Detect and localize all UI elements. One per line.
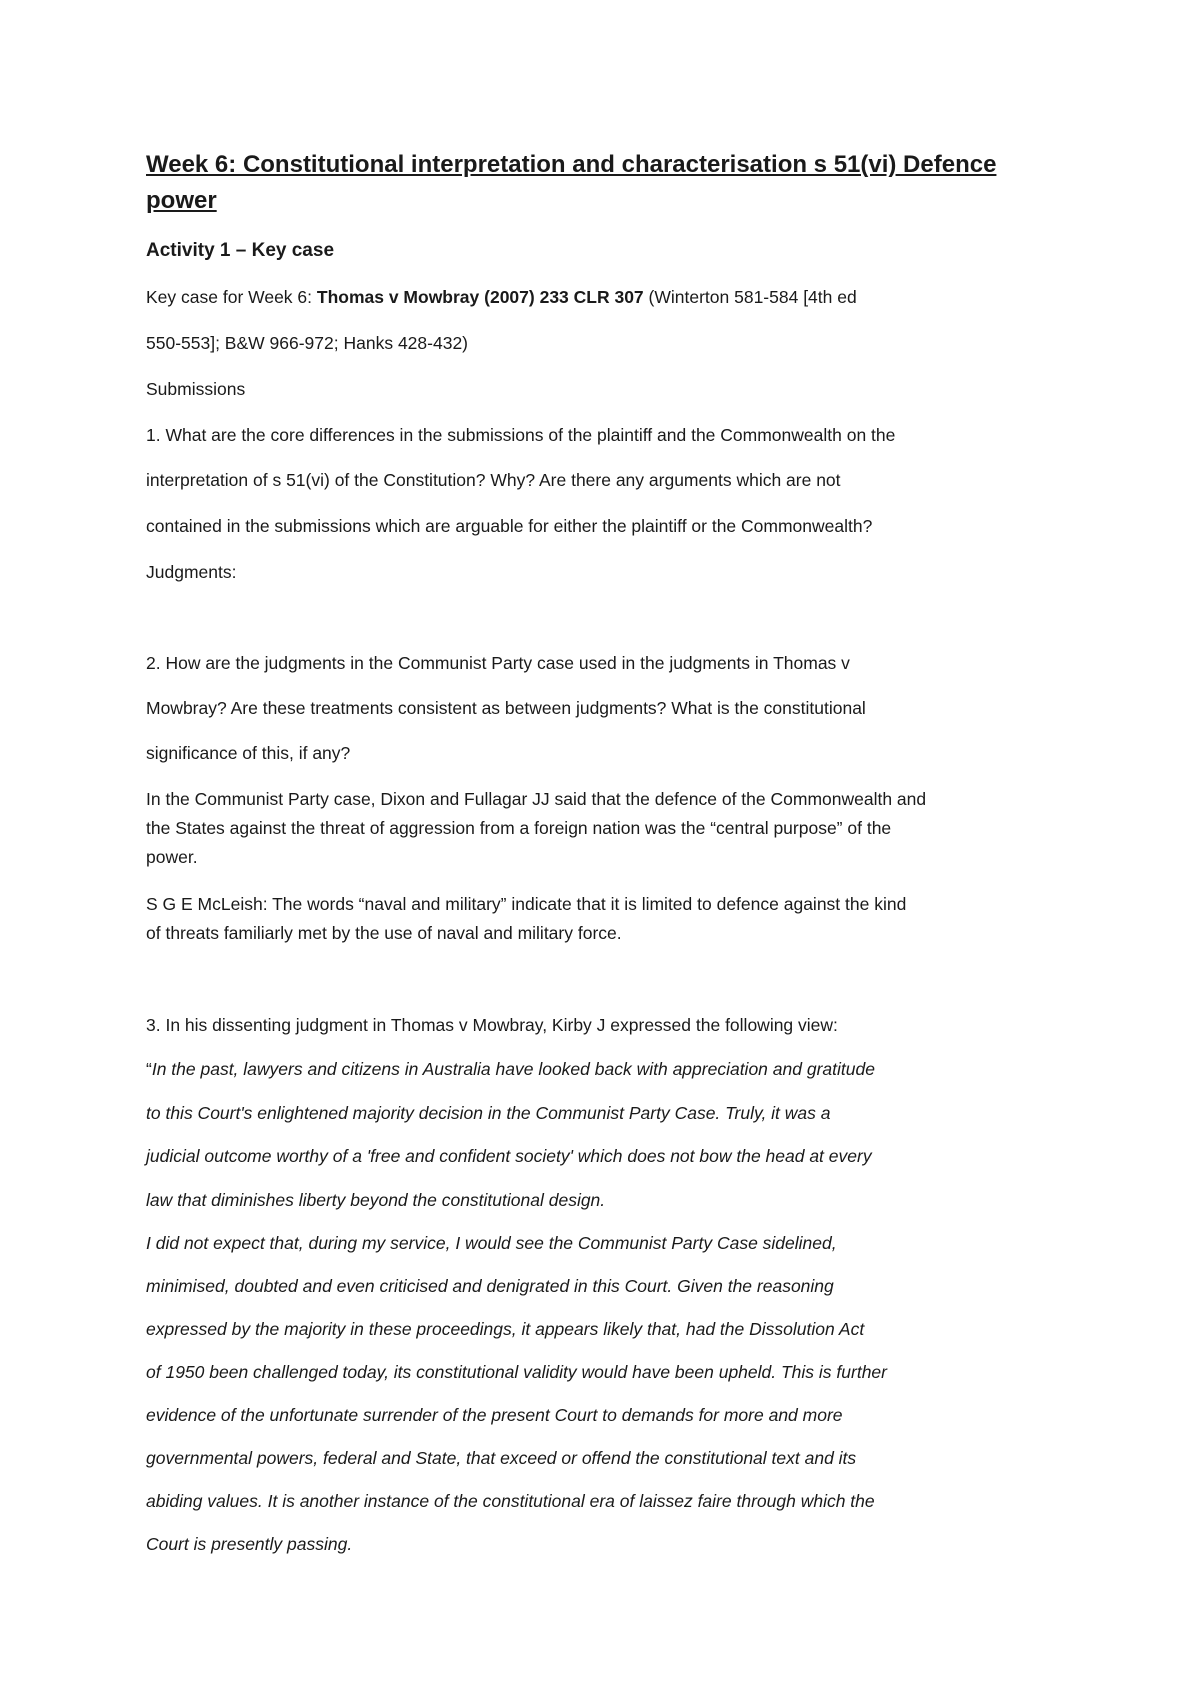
quote-open-mark: “ [146, 1059, 152, 1079]
answer-paragraph-line: of threats familiarly met by the use of naval and military force. [146, 923, 622, 943]
answer-paragraph-line: power. [146, 847, 198, 867]
question-2-line: Mowbray? Are these treatments consistent as between judgments? What is the constitutional [146, 698, 866, 718]
quote-line: expressed by the majority in these proceedings, it appears likely that, had the Dissolution Act [146, 1319, 865, 1339]
quote-line: of 1950 been challenged today, its constitutional validity would have been upheld. This is further [146, 1362, 887, 1382]
quote-line-text: In the past, lawyers and citizens in Australia have looked back with appreciation and gratitude [151, 1059, 875, 1079]
quote-line: Court is presently passing. [146, 1534, 353, 1554]
question-2-line: significance of this, if any? [146, 743, 351, 763]
question-1-line: 1. What are the core differences in the submissions of the plaintiff and the Commonwealth on the [146, 425, 896, 445]
question-1-line: interpretation of s 51(vi) of the Constitution? Why? Are there any arguments which are not [146, 470, 841, 490]
key-case-prefix: Key case for Week 6: [146, 287, 317, 307]
quote-line: to this Court's enlightened majority decision in the Communist Party Case. Truly, it was a [146, 1103, 831, 1123]
question-3-intro: 3. In his dissenting judgment in Thomas v Mowbray, Kirby J expressed the following view: [146, 1015, 838, 1035]
key-case-refs-continued: 550-553]; B&W 966-972; Hanks 428-432) [146, 333, 468, 353]
quote-line: law that diminishes liberty beyond the constitutional design. [146, 1190, 606, 1210]
quote-line: I did not expect that, during my service, I would see the Communist Party Case sidelined, [146, 1233, 837, 1253]
question-1-line: contained in the submissions which are arguable for either the plaintiff or the Commonwealth? [146, 516, 873, 536]
key-case-name: Thomas v Mowbray (2007) 233 CLR 307 [316, 287, 644, 307]
activity-heading: Activity 1 – Key case [146, 240, 335, 261]
page-title: Week 6: Constitutional interpretation and characterisation s 51(vi) Defence [146, 151, 997, 178]
question-2-line: 2. How are the judgments in the Communist Party case used in the judgments in Thomas v [146, 653, 850, 673]
answer-paragraph-line: the States against the threat of aggression from a foreign nation was the “central purpose” of the [146, 818, 892, 838]
quote-line: abiding values. It is another instance of the constitutional era of laissez faire through which the [146, 1491, 875, 1511]
quote-line [146, 1058, 875, 1080]
submissions-label: Submissions [146, 379, 246, 399]
quote-line: evidence of the unfortunate surrender of the present Court to demands for more and more [146, 1405, 843, 1425]
quote-line: governmental powers, federal and State, that exceed or offend the constitutional text and its [146, 1448, 857, 1468]
key-case-refs: (Winterton 581-584 [4th ed [643, 287, 857, 307]
answer-paragraph-line: In the Communist Party case, Dixon and Fullagar JJ said that the defence of the Commonwealth and [146, 789, 927, 809]
page-title-continued: power [146, 187, 217, 214]
quote-line: minimised, doubted and even criticised and denigrated in this Court. Given the reasoning [146, 1276, 834, 1296]
key-case-line [146, 286, 857, 308]
quote-line: judicial outcome worthy of a 'free and confident society' which does not bow the head at every [146, 1146, 872, 1166]
answer-paragraph-line: S G E McLeish: The words “naval and military” indicate that it is limited to defence against the kind [146, 894, 907, 914]
judgments-label: Judgments: [146, 562, 237, 582]
